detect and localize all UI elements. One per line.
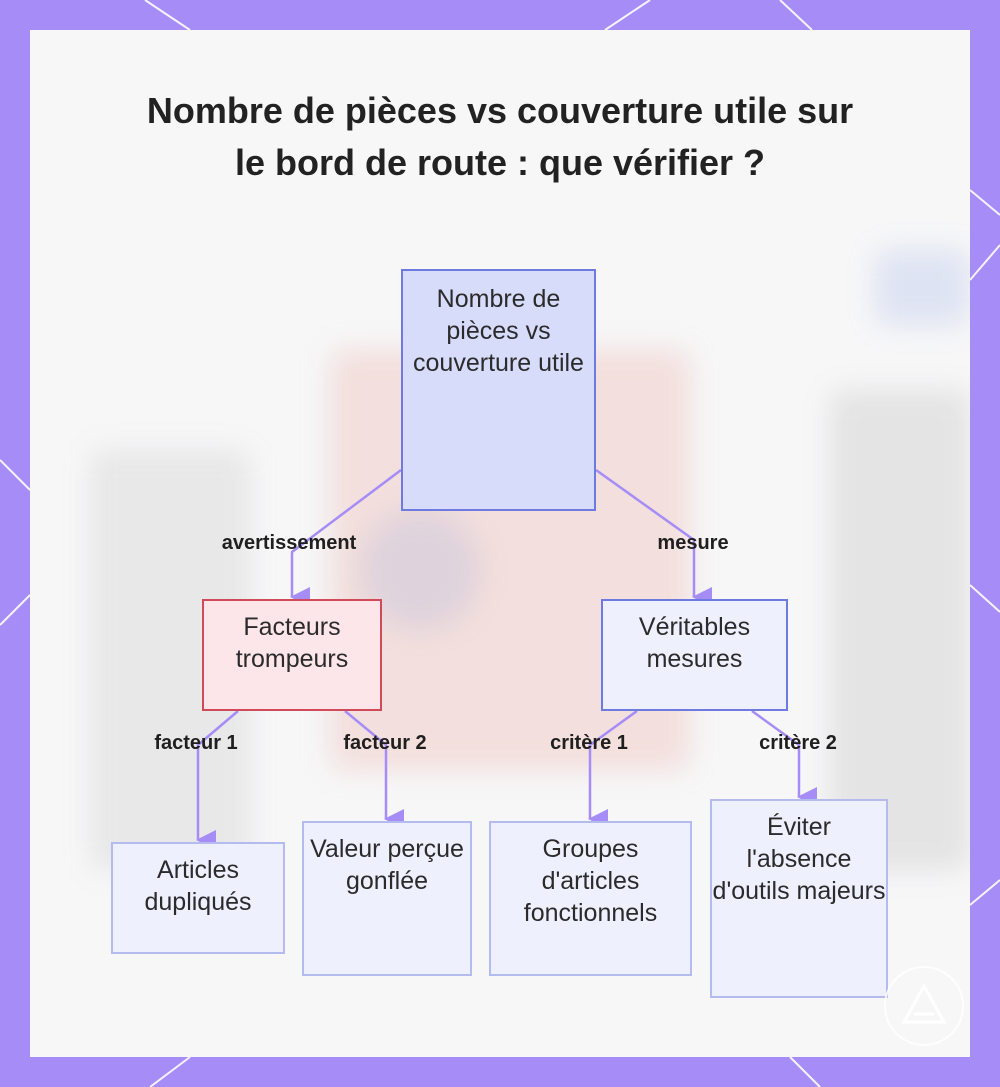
node-functional-groups-label: Groupes d'articles fonctionnels — [523, 835, 658, 927]
edge-label-factor2: facteur 2 — [343, 732, 427, 754]
node-root — [401, 269, 596, 511]
edge-label-factor1: facteur 1 — [154, 732, 238, 754]
diagram-title: Nombre de pièces vs couverture utile sur le bord de route : que vérifier ? — [146, 90, 854, 183]
node-inflated-value-label: Valeur perçue gonflée — [310, 835, 464, 895]
edge-factor2 — [345, 711, 386, 819]
watermark-logo-icon — [884, 966, 964, 1046]
node-misleading-factors — [202, 599, 382, 711]
edge-label-warning: avertissement — [221, 532, 357, 554]
triangle-logo-icon — [886, 968, 962, 1044]
edge-criterion1 — [590, 711, 637, 819]
node-inflated-value — [302, 821, 472, 976]
node-duplicated-items-label: Articles dupliqués — [144, 856, 252, 916]
edge-label-measure: mesure — [657, 532, 729, 554]
node-real-measures — [601, 599, 788, 711]
node-duplicated-items — [111, 842, 285, 954]
edge-label-criterion1: critère 1 — [550, 732, 628, 754]
node-functional-groups — [489, 821, 692, 976]
node-avoid-missing-tools — [710, 799, 888, 998]
node-misleading-factors-label: Facteurs trompeurs — [235, 613, 349, 673]
edge-factor1 — [198, 711, 238, 840]
node-avoid-missing-tools-label: Éviter l'absence d'outils majeurs — [712, 813, 886, 905]
node-root-label: Nombre de pièces vs couverture utile — [413, 285, 584, 377]
node-real-measures-label: Véritables mesures — [638, 613, 751, 673]
edge-label-criterion2: critère 2 — [759, 732, 837, 754]
